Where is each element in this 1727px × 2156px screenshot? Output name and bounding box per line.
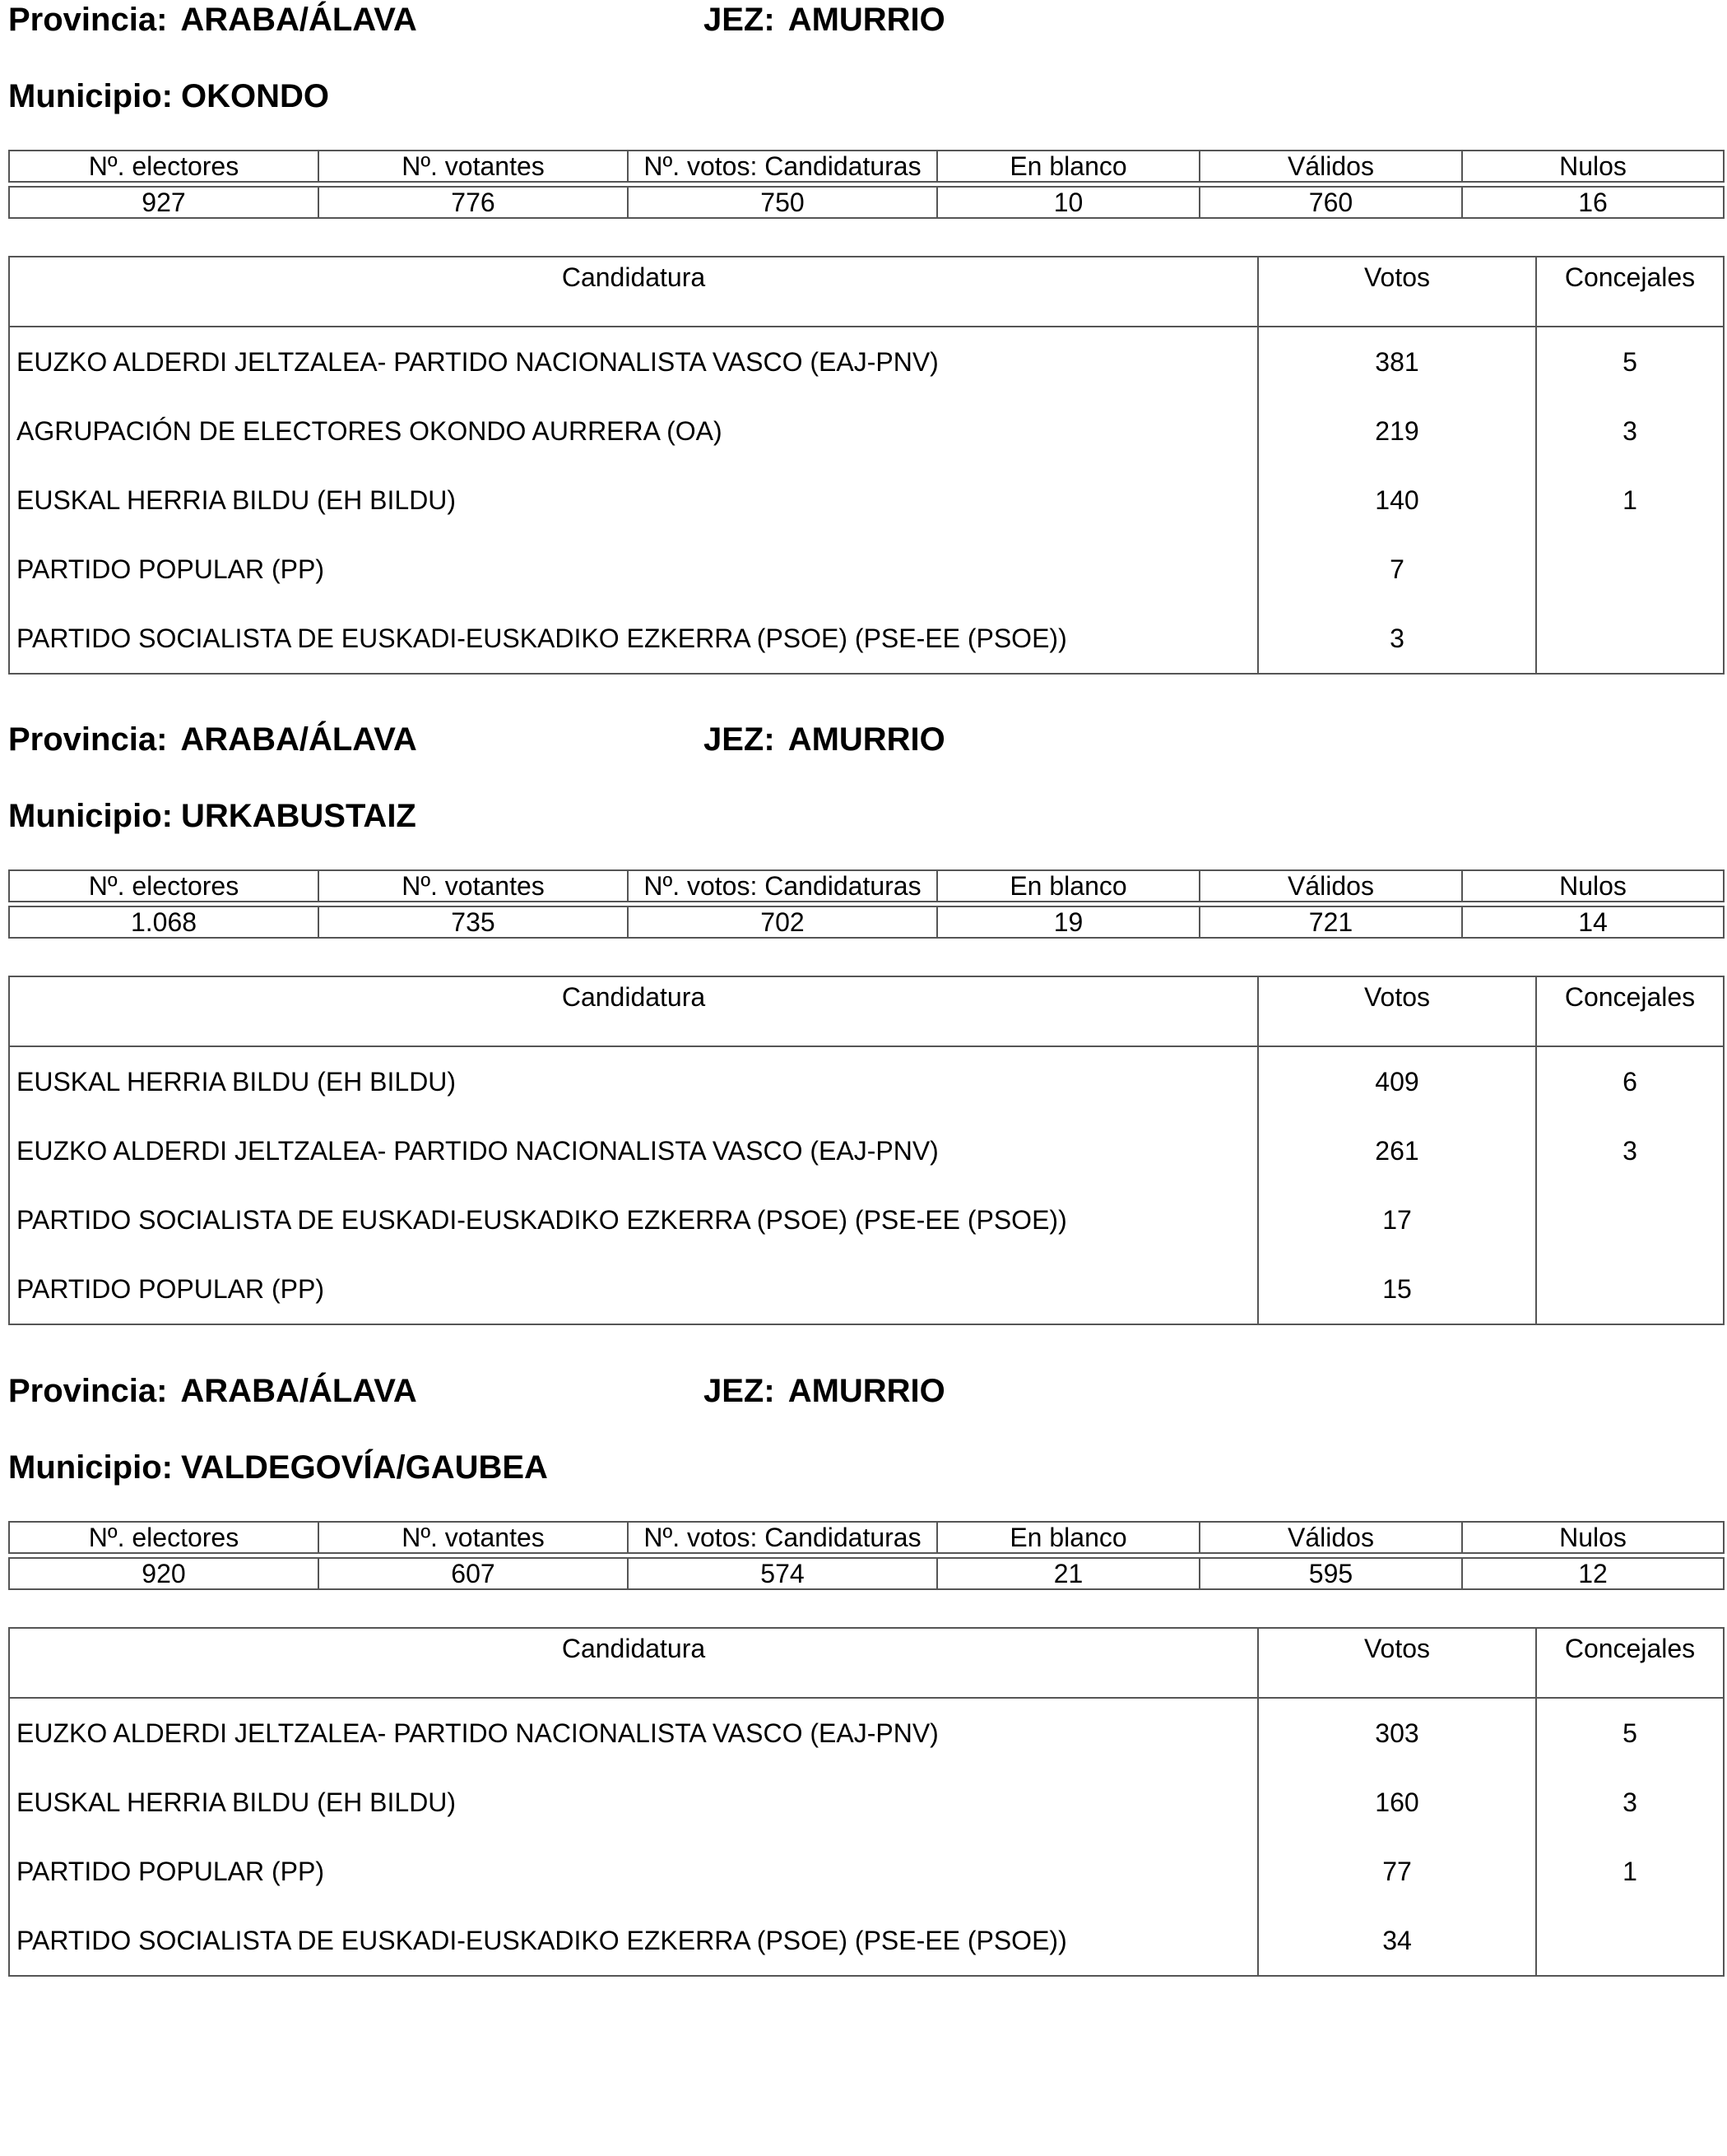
candidatura-row xyxy=(9,1116,1724,1185)
candidatura-row xyxy=(9,1185,1724,1254)
candidatura-name: PARTIDO POPULAR (PP) xyxy=(9,535,1258,604)
nulos-value: 12 xyxy=(1462,1558,1724,1589)
candidatura-name: EUZKO ALDERDI JELTZALEA- PARTIDO NACIONALISTA VASCO (EAJ-PNV) xyxy=(9,1698,1258,1768)
blanco-value: 21 xyxy=(937,1558,1200,1589)
candidatura-concejales: 1 xyxy=(1536,466,1724,535)
candidatura-concejales xyxy=(1536,535,1724,604)
candidatura-name: PARTIDO POPULAR (PP) xyxy=(9,1254,1258,1324)
candidatura-name: PARTIDO SOCIALISTA DE EUSKADI-EUSKADIKO EZKERRA (PSOE) (PSE-EE (PSOE)) xyxy=(9,1185,1258,1254)
provincia-heading xyxy=(8,720,417,759)
candidatura-votos: 409 xyxy=(1258,1046,1536,1116)
summary-table xyxy=(8,869,1725,939)
col-nulos-header: Nulos xyxy=(1462,151,1724,182)
jez-value: AMURRIO xyxy=(787,721,945,758)
candidatura-votos: 15 xyxy=(1258,1254,1536,1324)
votantes-value: 607 xyxy=(318,1558,628,1589)
municipio-heading xyxy=(8,796,416,836)
blanco-value: 10 xyxy=(937,187,1200,218)
candidatura-votos: 303 xyxy=(1258,1698,1536,1768)
votantes-value: 735 xyxy=(318,906,628,938)
summary-value-row xyxy=(9,187,1724,218)
col-candidatura-header: Candidatura xyxy=(9,976,1258,1046)
col-concejales-header: Concejales xyxy=(1536,1628,1724,1698)
col-concejales-header: Concejales xyxy=(1536,257,1724,327)
col-validos-header: Válidos xyxy=(1200,151,1462,182)
candidatura-name: EUSKAL HERRIA BILDU (EH BILDU) xyxy=(9,1768,1258,1837)
candidatura-name: AGRUPACIÓN DE ELECTORES OKONDO AURRERA (OA) xyxy=(9,396,1258,466)
candidatura-row xyxy=(9,466,1724,535)
candidatura-concejales xyxy=(1536,1185,1724,1254)
provincia-value: ARABA/ÁLAVA xyxy=(180,721,417,758)
candidatura-row xyxy=(9,1906,1724,1976)
votos-cand-value: 574 xyxy=(628,1558,937,1589)
validos-value: 595 xyxy=(1200,1558,1462,1589)
col-electores-header: Nº. electores xyxy=(9,870,318,902)
votos-cand-value: 750 xyxy=(628,187,937,218)
candidatura-concejales: 3 xyxy=(1536,1768,1724,1837)
candidatura-row xyxy=(9,535,1724,604)
summary-value-row xyxy=(9,1558,1724,1589)
candidatura-concejales: 3 xyxy=(1536,1116,1724,1185)
jez-heading xyxy=(703,1371,945,1411)
candidatura-concejales: 6 xyxy=(1536,1046,1724,1116)
electores-value: 927 xyxy=(9,187,318,218)
candidaturas-header-row xyxy=(9,976,1724,1046)
municipio-heading xyxy=(8,77,329,116)
candidatura-concejales: 5 xyxy=(1536,327,1724,396)
jez-value: AMURRIO xyxy=(787,1373,945,1409)
candidatura-votos: 140 xyxy=(1258,466,1536,535)
electores-value: 920 xyxy=(9,1558,318,1589)
col-votantes-header: Nº. votantes xyxy=(318,151,628,182)
candidatura-votos: 3 xyxy=(1258,604,1536,674)
candidatura-concejales: 5 xyxy=(1536,1698,1724,1768)
jez-heading xyxy=(703,0,945,39)
candidatura-name: EUZKO ALDERDI JELTZALEA- PARTIDO NACIONALISTA VASCO (EAJ-PNV) xyxy=(9,327,1258,396)
municipio-heading xyxy=(8,1448,548,1487)
votantes-value: 776 xyxy=(318,187,628,218)
candidatura-row xyxy=(9,1768,1724,1837)
summary-header-row xyxy=(9,1522,1724,1553)
provincia-heading xyxy=(8,0,417,39)
col-validos-header: Válidos xyxy=(1200,870,1462,902)
candidaturas-table xyxy=(8,1627,1725,1977)
municipio-value: OKONDO xyxy=(180,78,329,114)
col-validos-header: Válidos xyxy=(1200,1522,1462,1553)
blanco-value: 19 xyxy=(937,906,1200,938)
provincia-value: ARABA/ÁLAVA xyxy=(180,1373,417,1409)
candidaturas-header-row xyxy=(9,257,1724,327)
candidatura-row xyxy=(9,327,1724,396)
jez-label: JEZ: xyxy=(703,721,775,758)
col-blanco-header: En blanco xyxy=(937,870,1200,902)
candidatura-row xyxy=(9,1698,1724,1768)
candidatura-votos: 261 xyxy=(1258,1116,1536,1185)
jez-value: AMURRIO xyxy=(787,2,945,38)
col-candidatura-header: Candidatura xyxy=(9,257,1258,327)
provincia-label: Provincia: xyxy=(8,1373,168,1409)
municipio-label: Municipio: xyxy=(8,1449,173,1486)
municipio-value: URKABUSTAIZ xyxy=(180,798,416,834)
col-nulos-header: Nulos xyxy=(1462,870,1724,902)
votos-cand-value: 702 xyxy=(628,906,937,938)
candidatura-row xyxy=(9,396,1724,466)
jez-heading xyxy=(703,720,945,759)
nulos-value: 16 xyxy=(1462,187,1724,218)
provincia-label: Provincia: xyxy=(8,721,168,758)
nulos-value: 14 xyxy=(1462,906,1724,938)
candidatura-row xyxy=(9,1046,1724,1116)
col-concejales-header: Concejales xyxy=(1536,976,1724,1046)
candidatura-name: PARTIDO SOCIALISTA DE EUSKADI-EUSKADIKO EZKERRA (PSOE) (PSE-EE (PSOE)) xyxy=(9,1906,1258,1976)
candidatura-concejales xyxy=(1536,1254,1724,1324)
candidaturas-table xyxy=(8,256,1725,675)
candidatura-votos: 219 xyxy=(1258,396,1536,466)
col-blanco-header: En blanco xyxy=(937,151,1200,182)
col-votos-cand-header: Nº. votos: Candidaturas xyxy=(628,151,937,182)
col-blanco-header: En blanco xyxy=(937,1522,1200,1553)
candidatura-name: PARTIDO POPULAR (PP) xyxy=(9,1837,1258,1906)
candidatura-name: EUSKAL HERRIA BILDU (EH BILDU) xyxy=(9,466,1258,535)
candidatura-row xyxy=(9,1254,1724,1324)
provincia-label: Provincia: xyxy=(8,2,168,38)
summary-header-row xyxy=(9,870,1724,902)
col-electores-header: Nº. electores xyxy=(9,151,318,182)
jez-label: JEZ: xyxy=(703,2,775,38)
col-electores-header: Nº. electores xyxy=(9,1522,318,1553)
candidatura-votos: 34 xyxy=(1258,1906,1536,1976)
col-votos-cand-header: Nº. votos: Candidaturas xyxy=(628,870,937,902)
candidatura-row xyxy=(9,1837,1724,1906)
summary-header-row xyxy=(9,151,1724,182)
candidatura-name: EUSKAL HERRIA BILDU (EH BILDU) xyxy=(9,1046,1258,1116)
col-votos-header: Votos xyxy=(1258,257,1536,327)
candidatura-concejales xyxy=(1536,1906,1724,1976)
col-votos-header: Votos xyxy=(1258,976,1536,1046)
jez-label: JEZ: xyxy=(703,1373,775,1409)
candidatura-row xyxy=(9,604,1724,674)
col-votos-cand-header: Nº. votos: Candidaturas xyxy=(628,1522,937,1553)
candidatura-name: EUZKO ALDERDI JELTZALEA- PARTIDO NACIONALISTA VASCO (EAJ-PNV) xyxy=(9,1116,1258,1185)
candidatura-votos: 160 xyxy=(1258,1768,1536,1837)
municipio-value: VALDEGOVÍA/GAUBEA xyxy=(180,1449,548,1486)
candidatura-votos: 17 xyxy=(1258,1185,1536,1254)
summary-table xyxy=(8,1521,1725,1590)
candidatura-concejales: 1 xyxy=(1536,1837,1724,1906)
summary-value-row xyxy=(9,906,1724,938)
validos-value: 760 xyxy=(1200,187,1462,218)
candidatura-votos: 7 xyxy=(1258,535,1536,604)
col-votantes-header: Nº. votantes xyxy=(318,1522,628,1553)
candidatura-concejales xyxy=(1536,604,1724,674)
electores-value: 1.068 xyxy=(9,906,318,938)
candidatura-votos: 381 xyxy=(1258,327,1536,396)
summary-table xyxy=(8,150,1725,219)
col-votantes-header: Nº. votantes xyxy=(318,870,628,902)
candidatura-votos: 77 xyxy=(1258,1837,1536,1906)
candidatura-concejales: 3 xyxy=(1536,396,1724,466)
candidaturas-header-row xyxy=(9,1628,1724,1698)
col-candidatura-header: Candidatura xyxy=(9,1628,1258,1698)
col-votos-header: Votos xyxy=(1258,1628,1536,1698)
candidaturas-table xyxy=(8,976,1725,1325)
col-nulos-header: Nulos xyxy=(1462,1522,1724,1553)
validos-value: 721 xyxy=(1200,906,1462,938)
provincia-value: ARABA/ÁLAVA xyxy=(180,2,417,38)
municipio-label: Municipio: xyxy=(8,798,173,834)
provincia-heading xyxy=(8,1371,417,1411)
candidatura-name: PARTIDO SOCIALISTA DE EUSKADI-EUSKADIKO EZKERRA (PSOE) (PSE-EE (PSOE)) xyxy=(9,604,1258,674)
municipio-label: Municipio: xyxy=(8,78,173,114)
